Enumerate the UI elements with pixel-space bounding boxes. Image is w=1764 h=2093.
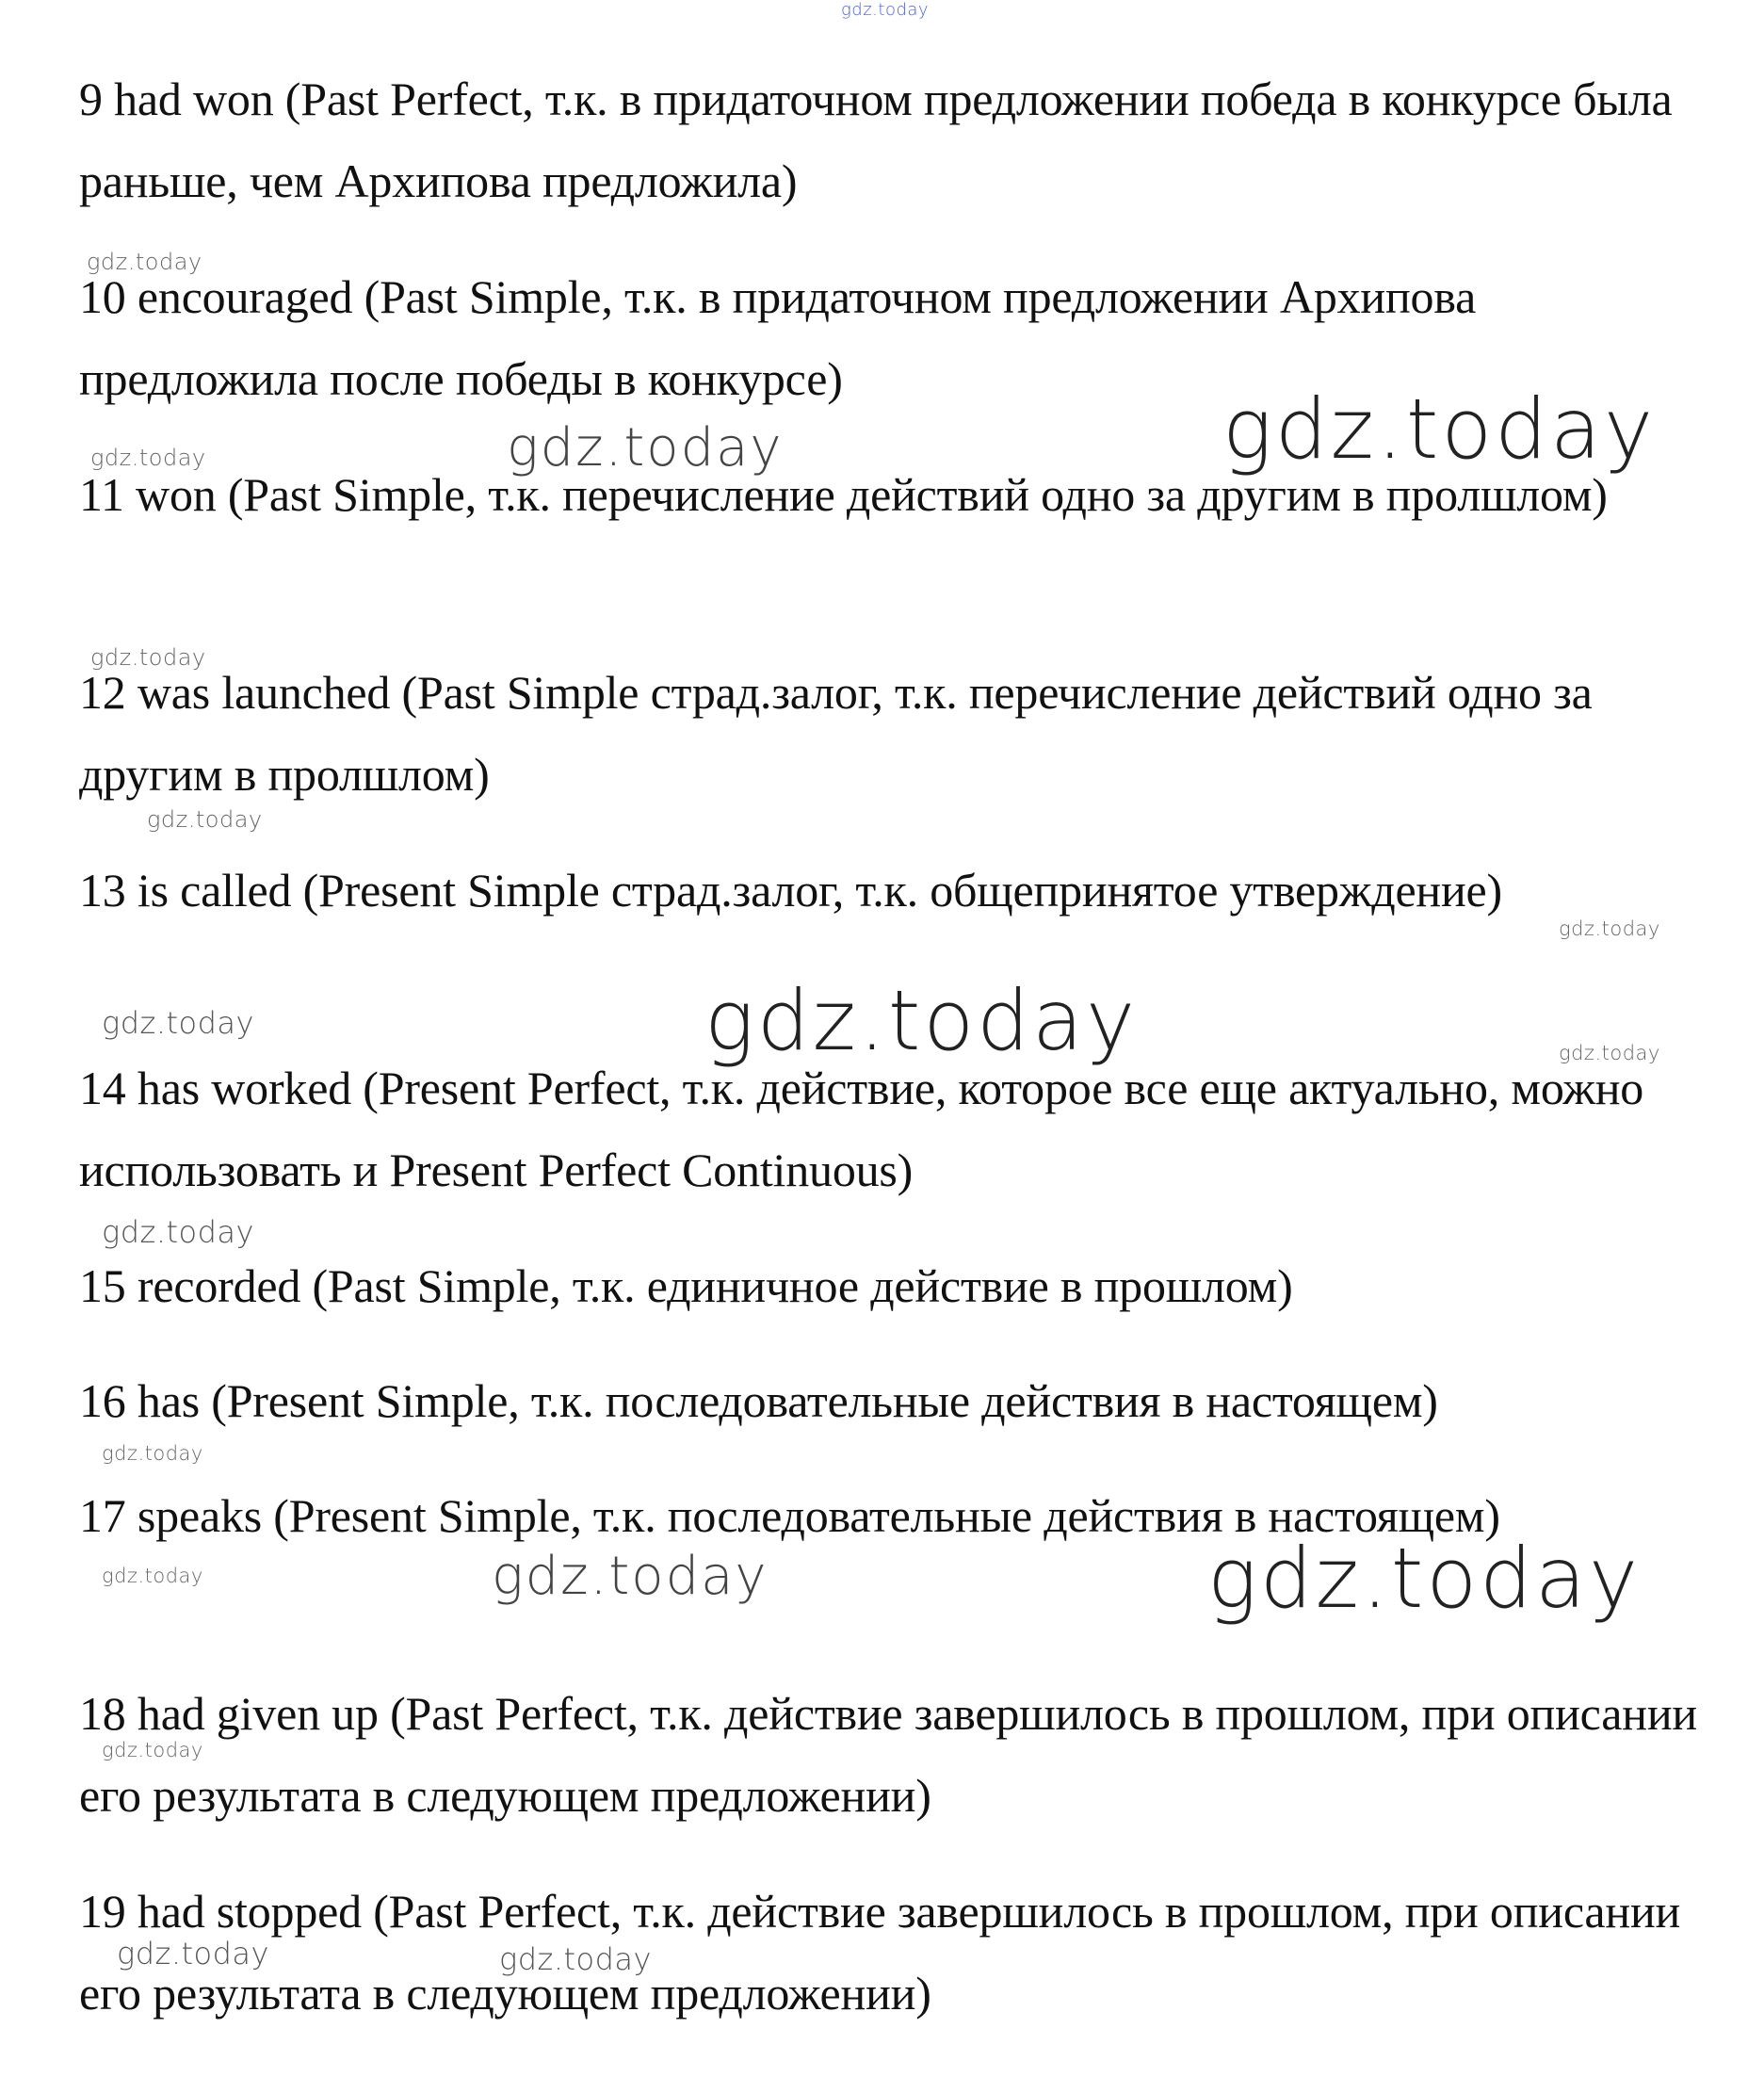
answer-item-12: 12 was launched (Past Simple страд.залог, т.к. перечисление действий одно за другим в пролшлом) bbox=[79, 666, 1593, 801]
answer-item-18: 18 had given up (Past Perfect, т.к. действие завершилось в прошлом, при описании его результата в следующем предложении) bbox=[79, 1687, 1697, 1822]
watermark-logo: gdz.today bbox=[499, 1941, 652, 1977]
watermark-logo: gdz.today bbox=[102, 1214, 254, 1250]
watermark-logo: gdz.today bbox=[90, 445, 206, 471]
watermark-logo: gdz.today bbox=[1207, 1530, 1642, 1627]
answer-item-15: 15 recorded (Past Simple, т.к. единичное действие в прошлом) bbox=[79, 1259, 1293, 1312]
watermark-logo: gdz.today bbox=[1559, 917, 1660, 940]
watermark-logo: gdz.today bbox=[102, 1442, 203, 1465]
answer-item-10: 10 encouraged (Past Simple, т.к. в придаточном предложении Архипова предложила после победы в конкурсе) bbox=[79, 270, 1477, 405]
watermark-logo: gdz.today bbox=[87, 249, 202, 275]
watermark-logo: gdz.today bbox=[90, 644, 206, 671]
answer-item-14: 14 has worked (Present Perfect, т.к. действие, которое все еще актуально, можно использовать и Present Perfect Continuous) bbox=[79, 1062, 1644, 1196]
watermark-logo: gdz.today bbox=[147, 806, 263, 833]
answer-item-19: 19 had stopped (Past Perfect, т.к. действие завершилось в прошлом, при описании его результата в следующем предложении) bbox=[79, 1885, 1681, 2020]
watermark-logo: gdz.today bbox=[102, 1565, 203, 1587]
watermark-logo: gdz.today bbox=[704, 972, 1139, 1069]
watermark-logo: gdz.today bbox=[507, 417, 784, 479]
answer-item-13: 13 is called (Present Simple страд.залог, т.к. общепринятое утверждение) bbox=[79, 864, 1502, 917]
answer-item-9: 9 had won (Past Perfect, т.к. в придаточном предложении победа в конкурсе была раньше, чем Архипова предложила) bbox=[79, 73, 1673, 207]
watermark-logo: gdz.today bbox=[102, 1005, 254, 1041]
answer-item-11: 11 won (Past Simple, т.к. перечисление действий одно за другим в пролшлом) bbox=[79, 468, 1608, 521]
watermark-logo: gdz.today bbox=[102, 1739, 203, 1761]
answer-item-16: 16 has (Present Simple, т.к. последовательные действия в настоящем) bbox=[79, 1374, 1438, 1427]
watermark-logo: gdz.today bbox=[841, 0, 930, 20]
watermark-logo: gdz.today bbox=[1559, 1042, 1660, 1064]
watermark-logo: gdz.today bbox=[1222, 381, 1657, 478]
watermark-logo: gdz.today bbox=[117, 1936, 269, 1971]
watermark-logo: gdz.today bbox=[492, 1546, 769, 1607]
answer-item-17: 17 speaks (Present Simple, т.к. последовательные действия в настоящем) bbox=[79, 1489, 1500, 1542]
